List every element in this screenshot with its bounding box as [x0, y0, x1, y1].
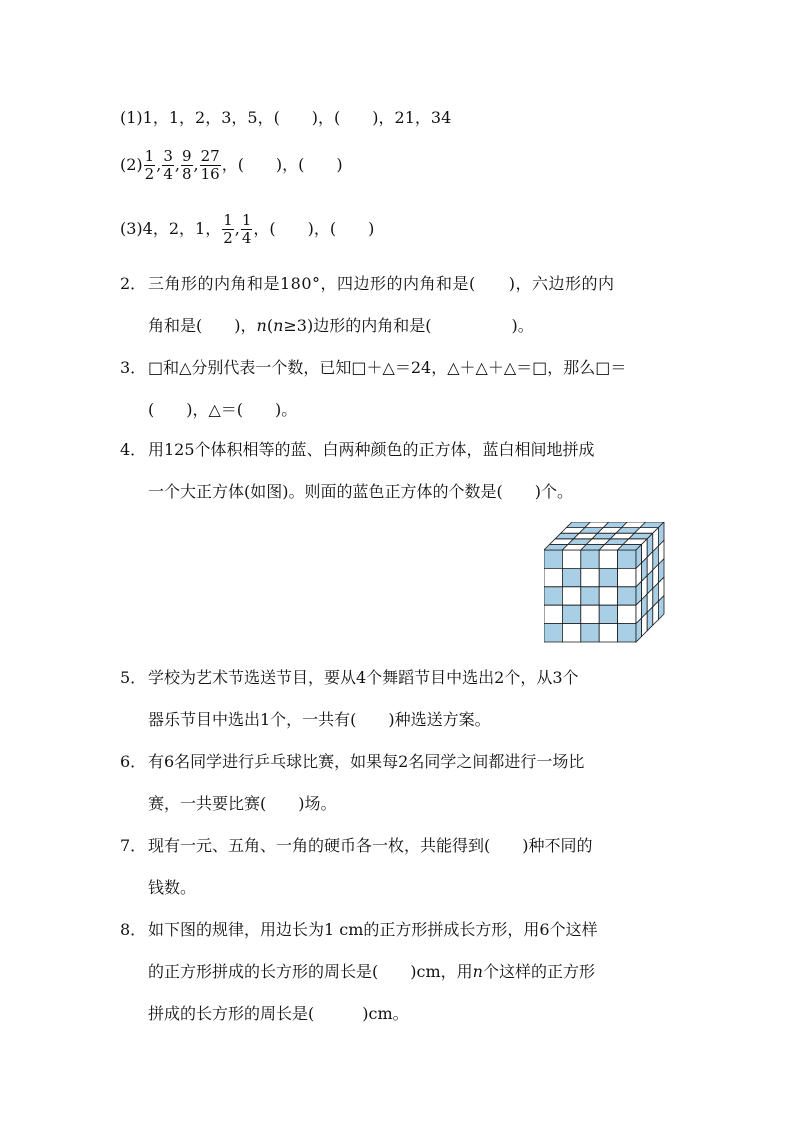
cube-front-cell	[581, 587, 599, 605]
q8-line2: 的正方形拼成的长方形的周长是( )cm，用n个这样的正方形	[148, 962, 595, 981]
q1-sub1: (1)1，1，2，3，5，( )，( )，21，34	[120, 108, 452, 127]
q7-number: 7．	[120, 836, 147, 855]
fraction-1-4: $\frac{1}{4}$	[241, 211, 252, 247]
cube-front-cell	[599, 587, 617, 605]
q3-number: 3．	[120, 358, 147, 377]
cube-front-cell	[544, 587, 562, 605]
cube-front-cell	[562, 587, 580, 605]
cube-front-cell	[618, 568, 636, 586]
q1-sub3-prefix: (3)4，2，1，	[120, 219, 222, 238]
q1-sub2-suffix: ，( )，( )	[221, 155, 343, 174]
cube-front-cell	[581, 624, 599, 642]
q8-line1: 如下图的规律，用边长为1 cm的正方形拼成长方形，用6个这样	[148, 920, 598, 939]
q7-line1: 现有一元、五角、一角的硬币各一枚，共能得到( )种不同的	[148, 836, 593, 855]
cube-front-cell	[562, 605, 580, 623]
q3-line2: ( )，△＝( )。	[148, 400, 298, 419]
q6-number: 6．	[120, 752, 147, 771]
fraction-3-4: $\frac{3}{4}$	[163, 147, 173, 183]
q3-line1: □和△分别代表一个数，已知□＋△＝24，△＋△＋△＝□，那么□＝	[148, 358, 627, 377]
cube-front-cell	[618, 550, 636, 568]
cube-front-cell	[599, 624, 617, 642]
q1-sub2: (2) $\frac{1}{2}$ , $\frac{3}{4}$ , $\frac{9}{8}$ , $\frac{27}{16}$ ，( )，( )	[120, 147, 343, 183]
q5-line1: 学校为艺术节选送节目，要从4个舞蹈节目中选出2个，从3个	[148, 668, 579, 687]
cube-front-cell	[581, 568, 599, 586]
q2-line1: 三角形的内角和是180°，四边形的内角和是( )，六边形的内	[148, 274, 615, 293]
cube-front-cell	[599, 605, 617, 623]
q6-line2: 赛，一共要比赛( )场。	[148, 794, 337, 813]
q2-number: 2．	[120, 274, 147, 293]
q2-line2: 角和是( )，n(n≥3)边形的内角和是( )。	[148, 316, 534, 335]
cube-front-cell	[618, 587, 636, 605]
q6-line1: 有6名同学进行乒乓球比赛，如果每2名同学之间都进行一场比	[148, 752, 585, 771]
fraction-9-8: $\frac{9}{8}$	[181, 147, 192, 183]
cube-front-cell	[581, 605, 599, 623]
cube-front-cell	[544, 550, 562, 568]
q8-number: 8．	[120, 920, 147, 939]
q1-sub3-suffix: ，( )，( )	[253, 219, 375, 238]
q1-sub3: (3)4，2，1， $\frac{1}{2}$ , $\frac{1}{4}$ ，( )，( )	[120, 211, 375, 247]
cube-front-cell	[544, 605, 562, 623]
cube-front-cell	[562, 550, 580, 568]
cube-front-cell	[562, 568, 580, 586]
cube-front-cell	[544, 624, 562, 642]
cube-figure	[544, 522, 672, 648]
cube-front-cell	[544, 568, 562, 586]
q8-line3: 拼成的长方形的周长是( )cm。	[148, 1004, 409, 1023]
cube-front-cell	[599, 550, 617, 568]
cube-front-cell	[618, 624, 636, 642]
cube-front-cell	[618, 605, 636, 623]
q5-number: 5．	[120, 668, 147, 687]
fraction-1-2: $\frac{1}{2}$	[144, 147, 155, 183]
q4-line1: 用125个体积相等的蓝、白两种颜色的正方体，蓝白相间地拼成	[148, 440, 595, 459]
q5-line2: 器乐节目中选出1个，一共有( )种选送方案。	[148, 710, 491, 729]
q4-line2: 一个大正方体(如图)。则面的蓝色正方体的个数是( )个。	[148, 482, 573, 501]
fraction-1-2: $\frac{1}{2}$	[223, 211, 233, 247]
cube-front-cell	[599, 568, 617, 586]
fraction-27-16: $\frac{27}{16}$	[200, 147, 220, 183]
cube-front-cell	[581, 550, 599, 568]
cube-front-cell	[562, 624, 580, 642]
q7-line2: 钱数。	[148, 878, 197, 897]
q4-number: 4．	[120, 440, 147, 459]
q1-sub2-prefix: (2)	[120, 155, 143, 174]
